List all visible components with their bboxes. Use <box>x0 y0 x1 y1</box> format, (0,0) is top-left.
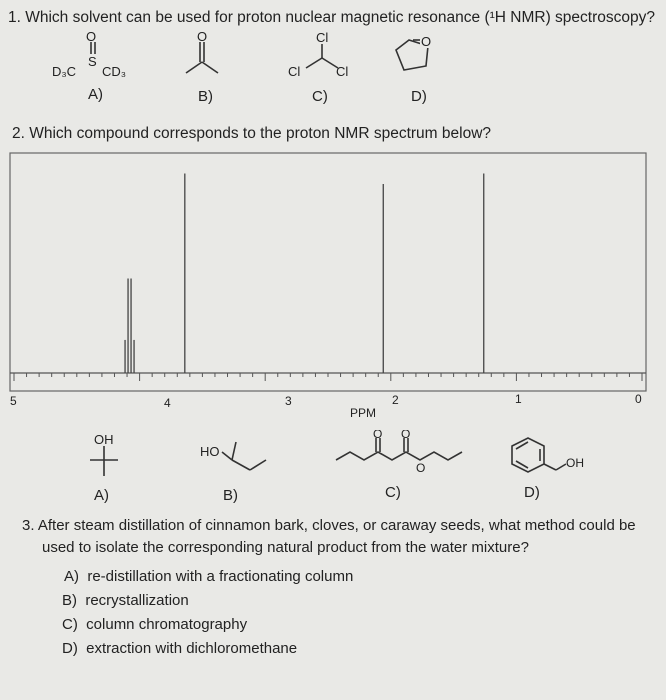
q2-label-d: D) <box>524 484 540 501</box>
chloroform-structure <box>306 44 338 68</box>
q1-label-b: B) <box>198 88 213 105</box>
x-tick-label-2: 2 <box>392 393 399 407</box>
q3-option-d <box>62 640 297 657</box>
question-2-text: 2. Which compound corresponds to the proton NMR spectrum below? <box>12 125 492 142</box>
x-tick-label-4: 4 <box>164 396 171 410</box>
q3-option-d-letter: D) <box>62 640 78 657</box>
x-tick-label-5: 5 <box>10 394 17 408</box>
q1-label-a: A) <box>88 86 103 103</box>
chloroform-cl-right: Cl <box>336 64 349 79</box>
mol-b-structure <box>222 442 266 470</box>
mol-a-oh-label: OH <box>94 432 114 447</box>
x-tick-label-3: 3 <box>285 394 292 408</box>
q3-option-a-text: re-distillation with a fractionating column <box>87 568 354 585</box>
question-3-line-2: used to isolate the corresponding natural product from the water mixture? <box>42 539 529 556</box>
question-1-structures <box>0 28 666 138</box>
x-tick-label-1: 1 <box>515 392 522 406</box>
q3-option-c-letter: C) <box>62 616 78 633</box>
chart-frame <box>10 153 646 391</box>
q2-label-b: B) <box>223 487 238 504</box>
dmso-left-label: D₃C <box>52 64 77 79</box>
dmso-right-label: CD₃ <box>102 64 127 79</box>
q3-option-c <box>62 616 247 633</box>
acetone-o-label: O <box>197 29 208 44</box>
q3-option-b <box>62 592 189 609</box>
mol-c-o2-label: O <box>401 430 411 441</box>
nmr-spectrum-chart <box>0 145 666 435</box>
q3-option-c-text: column chromatography <box>86 616 248 633</box>
x-axis-label: PPM <box>350 406 377 420</box>
q3-option-d-text: extraction with dichloromethane <box>86 640 298 657</box>
mol-c-structure <box>336 438 462 460</box>
q3-option-a-letter: A) <box>64 568 79 585</box>
mol-d-oh-label: OH <box>566 456 584 470</box>
mol-d-structure <box>512 438 566 472</box>
mol-c-o1-label: O <box>373 430 383 441</box>
q3-option-a <box>64 568 353 585</box>
question-1-text: 1. Which solvent can be used for proton nuclear magnetic resonance (¹H NMR) spectroscopy? <box>8 9 655 26</box>
dmso-s-label: S <box>88 54 97 69</box>
q2-label-c: C) <box>385 484 401 501</box>
x-tick-label-0: 0 <box>635 392 642 406</box>
question-3-line-1: 3. After steam distillation of cinnamon bark, cloves, or caraway seeds, what method could be <box>22 517 636 534</box>
acetone-structure <box>186 42 218 73</box>
dmso-o-label: O <box>86 29 97 44</box>
q2-label-a: A) <box>94 487 109 504</box>
mol-a-structure <box>90 446 118 476</box>
q1-label-d: D) <box>411 88 427 105</box>
mol-b-ho-label: HO <box>200 444 220 459</box>
q1-label-c: C) <box>312 88 328 105</box>
q3-option-b-letter: B) <box>62 592 77 609</box>
q3-option-b-text: recrystallization <box>85 592 189 609</box>
thf-o-label: O <box>421 34 432 49</box>
chloroform-cl-left: Cl <box>288 64 301 79</box>
mol-c-o3-label: O <box>416 461 426 475</box>
chloroform-cl-top: Cl <box>316 30 329 45</box>
